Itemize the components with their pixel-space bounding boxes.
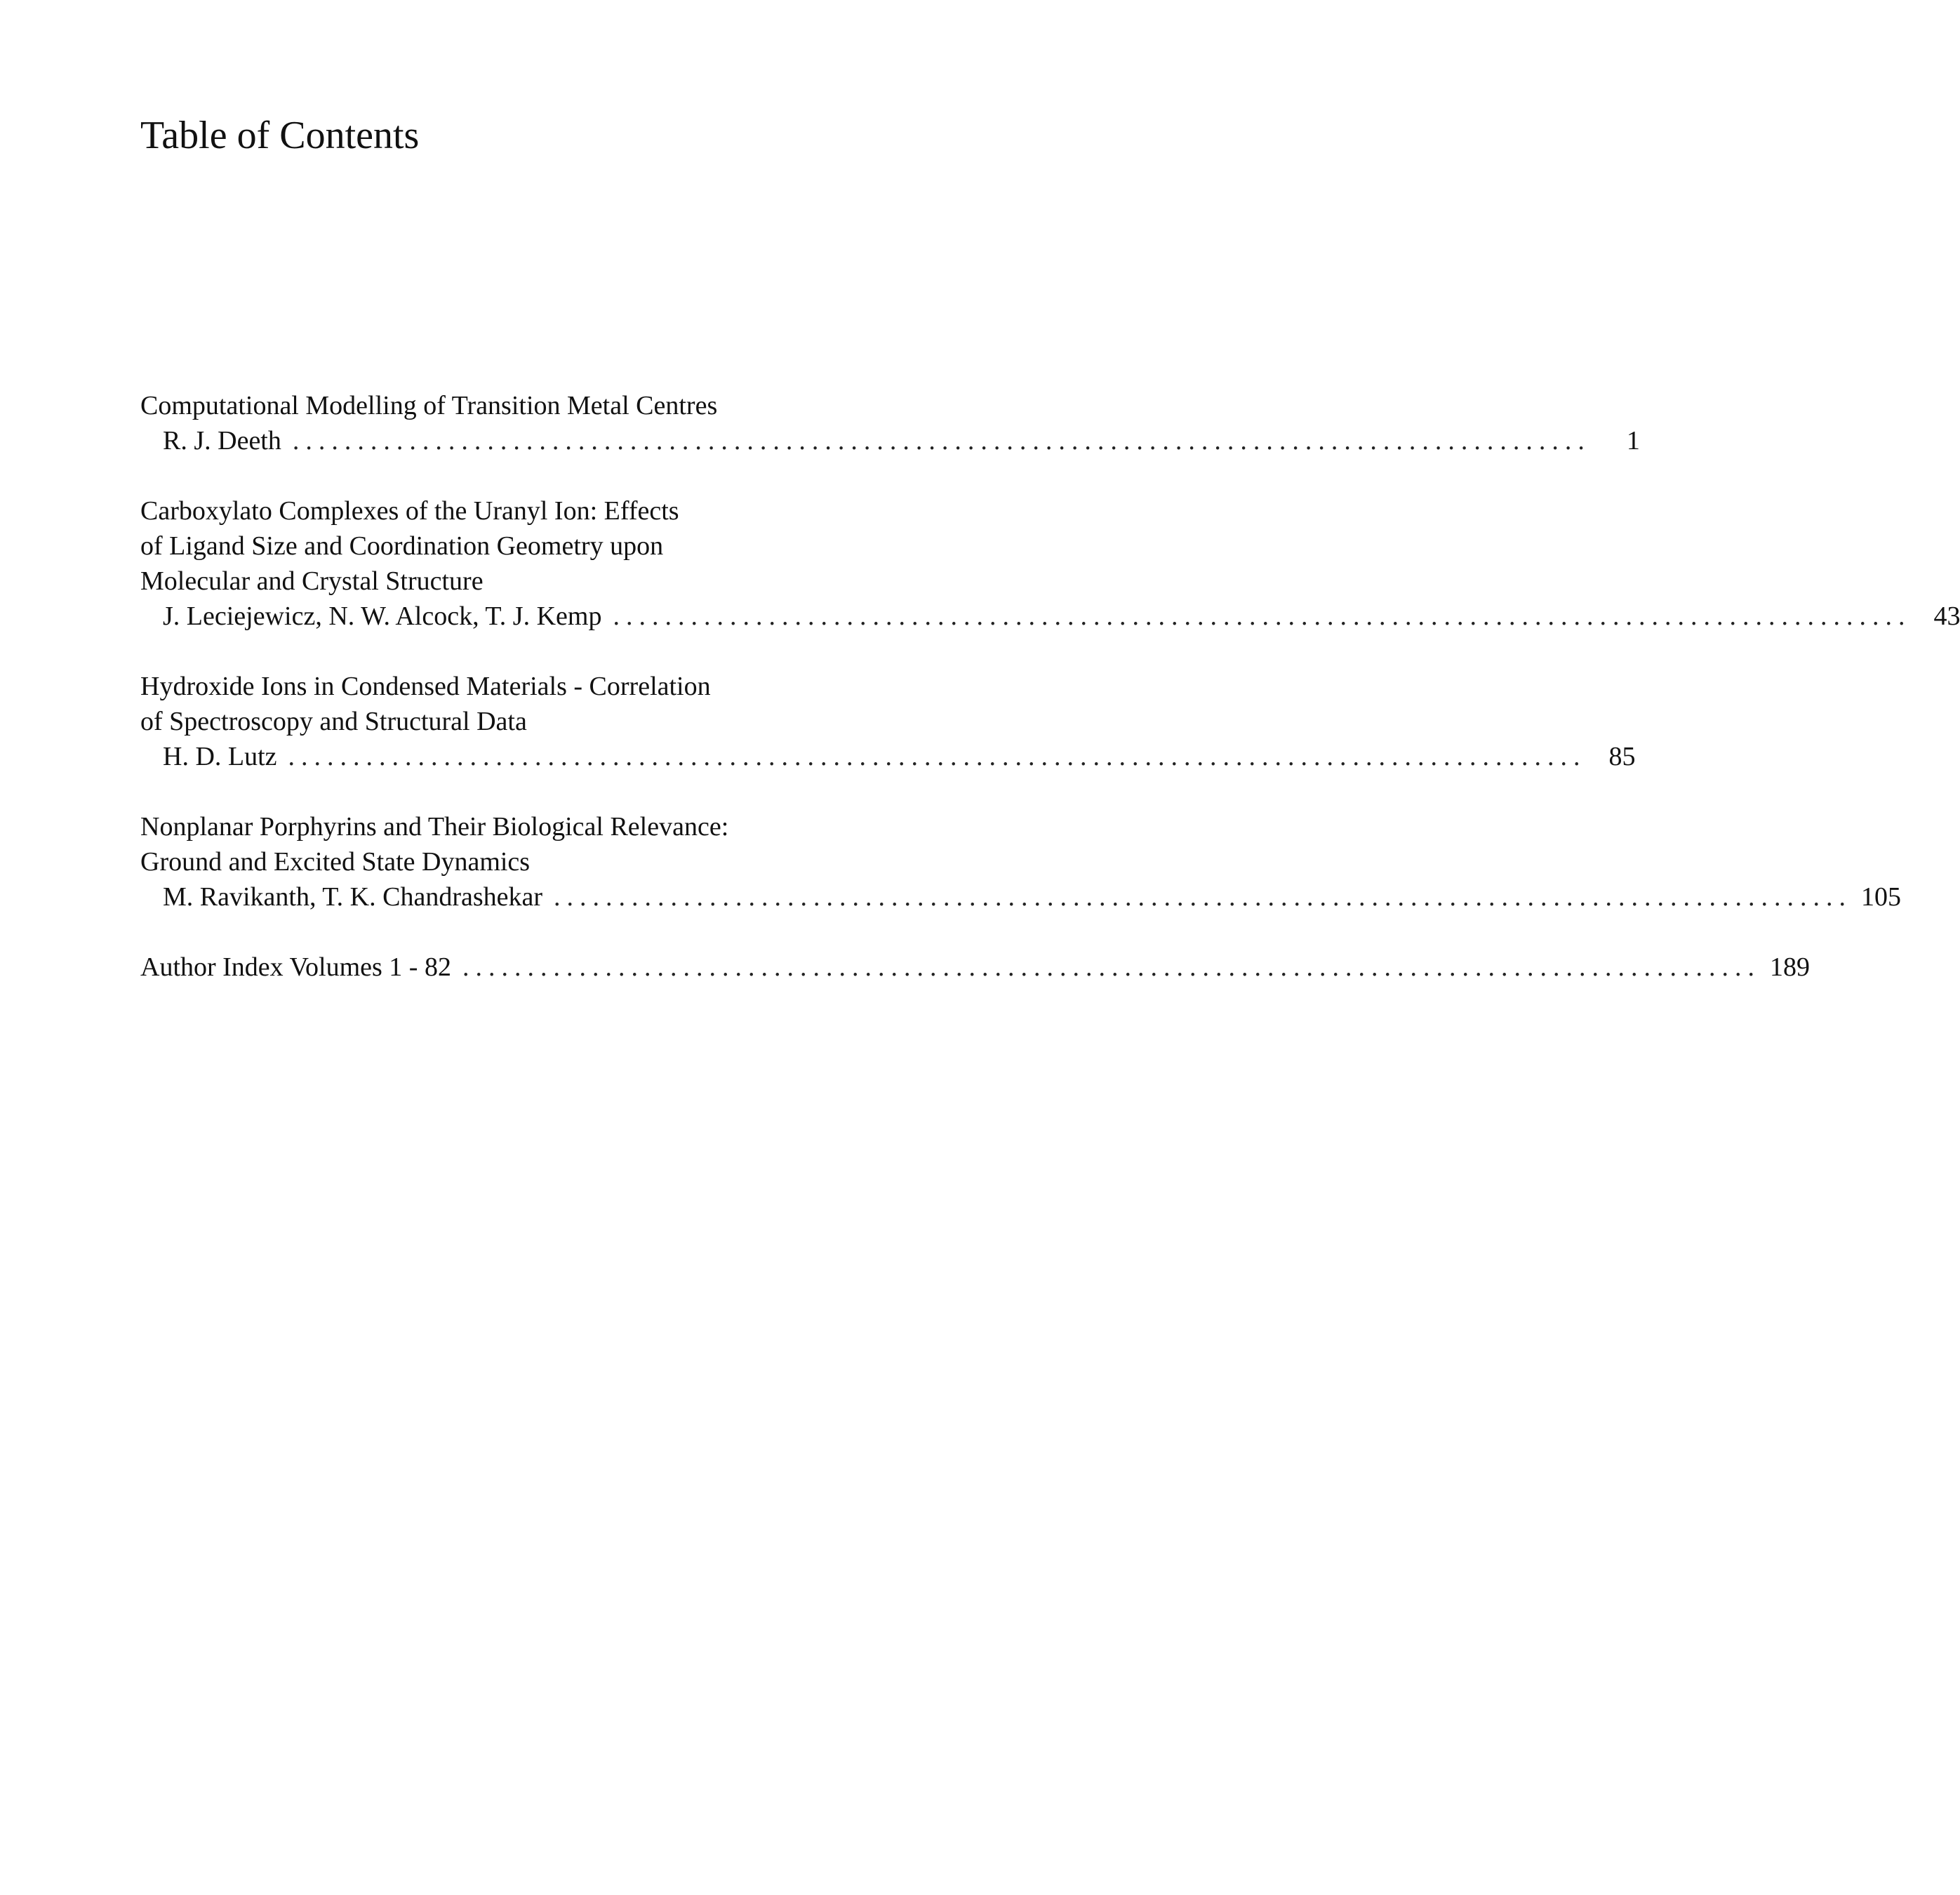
entry-title: Hydroxide Ions in Condensed Materials - Correlation [140,672,711,701]
entry-authors: H. D. Lutz [163,742,277,771]
dot-leader: .................................................................................................... [554,882,1853,912]
entry-leader-line [140,739,1636,774]
entry-page-number: 85 [1608,742,1636,771]
entry-page-number: 189 [1769,952,1810,982]
entry-title: Nonplanar Porphyrins and Their Biological Relevance: [140,812,729,842]
dot-leader: .................................................................................................... [288,742,1587,771]
entry-title: Ground and Excited State Dynamics [140,847,531,877]
entry-title: Molecular and Crystal Structure [140,566,484,596]
entry-page-number: 105 [1861,882,1902,912]
entry-title: Computational Modelling of Transition Metal Centres [140,391,718,420]
dot-leader: .................................................................................................... [462,952,1761,982]
author-index-label: Author Index Volumes 1 - 82 [140,952,451,982]
dot-leader: .................................................................................................... [292,426,1591,456]
page-title: Table of Contents [140,114,420,157]
table-of-contents [140,388,1960,1020]
entry-leader-line [140,423,1640,458]
toc-entry-computational-modelling [140,388,1640,458]
toc-entry-carboxylato-complexes [140,493,1960,634]
entry-page-number: 1 [1626,426,1640,456]
entry-leader-line [140,879,1902,915]
entry-title: Carboxylato Complexes of the Uranyl Ion: Effects [140,496,679,526]
toc-entry-author-index [140,950,1810,985]
toc-entry-nonplanar-porphyrins [140,809,1902,915]
entry-authors: M. Ravikanth, T. K. Chandrashekar [163,882,543,912]
entry-authors: R. J. Deeth [163,426,281,456]
toc-entry-hydroxide-ions [140,669,1636,774]
entry-title: of Spectroscopy and Structural Data [140,707,527,736]
entry-page-number: 43 [1933,601,1960,631]
entry-leader-line [140,950,1810,985]
entry-title: of Ligand Size and Coordination Geometry upon [140,531,664,561]
entry-authors: J. Leciejewicz, N. W. Alcock, T. J. Kemp [163,601,602,631]
entry-leader-line [140,599,1960,634]
dot-leader: .................................................................................................... [613,601,1912,631]
